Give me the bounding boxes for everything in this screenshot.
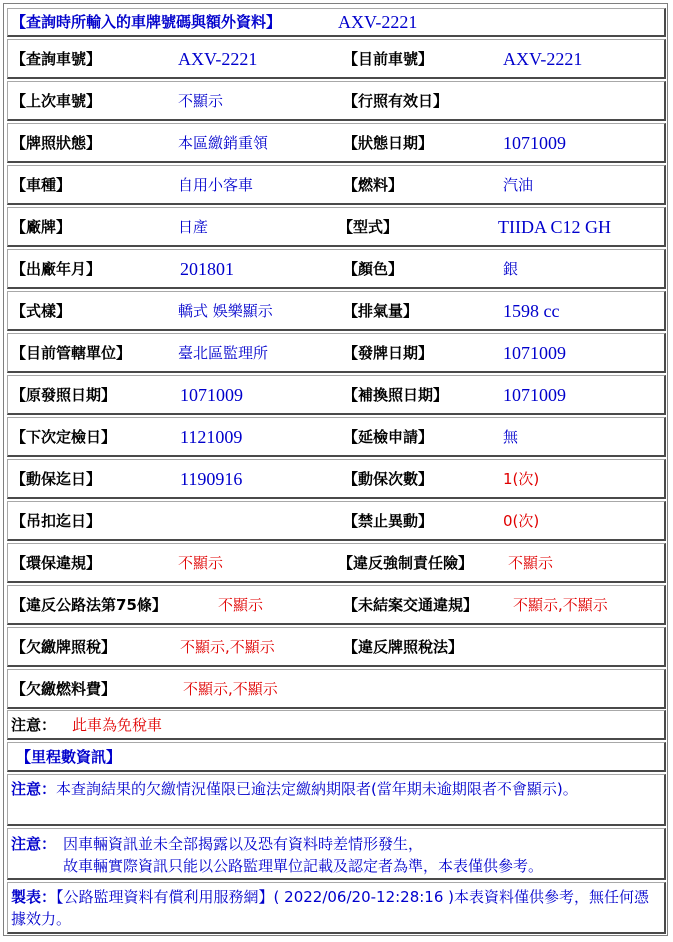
info-row <box>7 207 666 247</box>
footer-timestamp: ( 2022/06/20-12:28:16 ) <box>273 888 455 906</box>
field-label: 【違反公路法第75條】 <box>11 596 167 614</box>
field-value: TIIDA C12 GH <box>498 217 611 237</box>
field-value: 無 <box>503 428 519 446</box>
footer-text: 本表資料僅供參考，無任何憑據效力。 <box>11 888 650 928</box>
note1-label: 注意： <box>11 780 57 798</box>
info-row <box>7 333 666 373</box>
field-value: 不顯示,不顯示 <box>183 680 278 698</box>
field-label: 【違反強制責任險】 <box>338 554 474 572</box>
field-value: 1071009 <box>180 385 243 405</box>
field-value: 日產 <box>178 218 209 236</box>
field-label: 【廠牌】 <box>11 218 72 236</box>
field-label: 【上次車號】 <box>11 92 102 110</box>
field-value: 不顯示 <box>508 554 554 572</box>
field-value: 1121009 <box>180 427 243 447</box>
field-label: 【環保違規】 <box>11 554 102 572</box>
field-value: 1071009 <box>503 133 566 153</box>
info-row <box>7 585 666 625</box>
field-value: 自用小客車 <box>178 176 254 194</box>
field-value: 臺北區監理所 <box>178 344 269 362</box>
field-label: 【行照有效日】 <box>343 92 449 110</box>
footer-service: 【公路監理資料有償利用服務網】 <box>56 888 274 906</box>
field-label: 【狀態日期】 <box>343 134 434 152</box>
note1-box <box>7 774 666 826</box>
field-label: 【延檢申請】 <box>343 428 434 446</box>
field-value: 1190916 <box>180 469 243 489</box>
info-row <box>7 543 666 583</box>
field-label: 【原發照日期】 <box>11 386 117 404</box>
tax-note-row <box>7 710 666 740</box>
field-label: 【欠繳牌照稅】 <box>11 638 117 656</box>
footer-paragraph <box>11 886 656 930</box>
header-row <box>7 8 666 37</box>
field-value: 不顯示 <box>178 92 224 110</box>
note2-box <box>7 828 666 880</box>
note2-line2: 故車輛實際資訊只能以公路監理單位記載及認定者為準，本表僅供參考。 <box>63 857 544 875</box>
field-label: 【目前管轄單位】 <box>11 344 132 362</box>
info-row <box>7 375 666 415</box>
field-value: 銀 <box>503 260 519 278</box>
field-label: 【未結案交通違規】 <box>343 596 479 614</box>
header-label: 【查詢時所輸入的車牌號碼與額外資料】 <box>11 13 282 31</box>
field-label: 【查詢車號】 <box>11 50 102 68</box>
field-value: 本區繳銷重領 <box>178 134 269 152</box>
field-label: 【禁止異動】 <box>343 512 434 530</box>
field-value: 不顯示 <box>218 596 264 614</box>
info-row <box>7 459 666 499</box>
note2-line1: 因車輛資訊並未全部揭露以及恐有資料時差情形發生， <box>63 835 424 853</box>
info-row <box>7 165 666 205</box>
field-label: 【排氣量】 <box>343 302 419 320</box>
field-label: 【吊扣迄日】 <box>11 512 102 530</box>
tax-note-label: 注意： <box>11 716 57 734</box>
info-row <box>7 501 666 541</box>
info-row <box>7 123 666 163</box>
field-value: 不顯示 <box>178 554 224 572</box>
field-value: 0(次) <box>503 512 540 530</box>
field-label: 【補換照日期】 <box>343 386 449 404</box>
field-label: 【型式】 <box>338 218 399 236</box>
footer-box <box>7 882 666 934</box>
field-label: 【式樣】 <box>11 302 72 320</box>
field-label: 【動保次數】 <box>343 470 434 488</box>
field-label: 【動保迄日】 <box>11 470 102 488</box>
note2-label: 注意： <box>11 835 57 853</box>
info-row <box>7 669 666 709</box>
note1-paragraph <box>11 778 651 800</box>
tax-note-value: 此車為免稅車 <box>72 716 163 734</box>
field-value: 201801 <box>180 259 234 279</box>
header-plate: AXV-2221 <box>338 12 418 32</box>
field-value: 轎式 娛樂顯示 <box>178 302 273 320</box>
field-value: 1598 cc <box>503 301 560 321</box>
field-label: 【違反牌照稅法】 <box>343 638 464 656</box>
field-label: 【牌照狀態】 <box>11 134 102 152</box>
info-row <box>7 627 666 667</box>
field-label: 【車種】 <box>11 176 72 194</box>
field-value: AXV-2221 <box>178 49 258 69</box>
field-label: 【燃料】 <box>343 176 404 194</box>
field-value: 1(次) <box>503 470 540 488</box>
field-value: 汽油 <box>503 176 534 194</box>
field-label: 【出廠年月】 <box>11 260 102 278</box>
field-label: 【發牌日期】 <box>343 344 434 362</box>
mileage-label: 【里程數資訊】 <box>16 748 122 766</box>
field-value: 1071009 <box>503 343 566 363</box>
info-row <box>7 249 666 289</box>
field-label: 【欠繳燃料費】 <box>11 680 117 698</box>
footer-label: 製表： <box>11 888 57 906</box>
mileage-row <box>7 742 666 772</box>
field-value: 不顯示,不顯示 <box>180 638 275 656</box>
field-value: 1071009 <box>503 385 566 405</box>
field-label: 【下次定檢日】 <box>11 428 117 446</box>
field-value: 不顯示,不顯示 <box>513 596 608 614</box>
info-row <box>7 291 666 331</box>
note1-text: 本查詢結果的欠繳情況僅限已逾法定繳納期限者(當年期未逾期限者不會顯示)。 <box>56 780 578 798</box>
field-value: AXV-2221 <box>503 49 583 69</box>
info-row <box>7 39 666 79</box>
field-label: 【目前車號】 <box>343 50 434 68</box>
info-row <box>7 81 666 121</box>
field-label: 【顏色】 <box>343 260 404 278</box>
info-row <box>7 417 666 457</box>
